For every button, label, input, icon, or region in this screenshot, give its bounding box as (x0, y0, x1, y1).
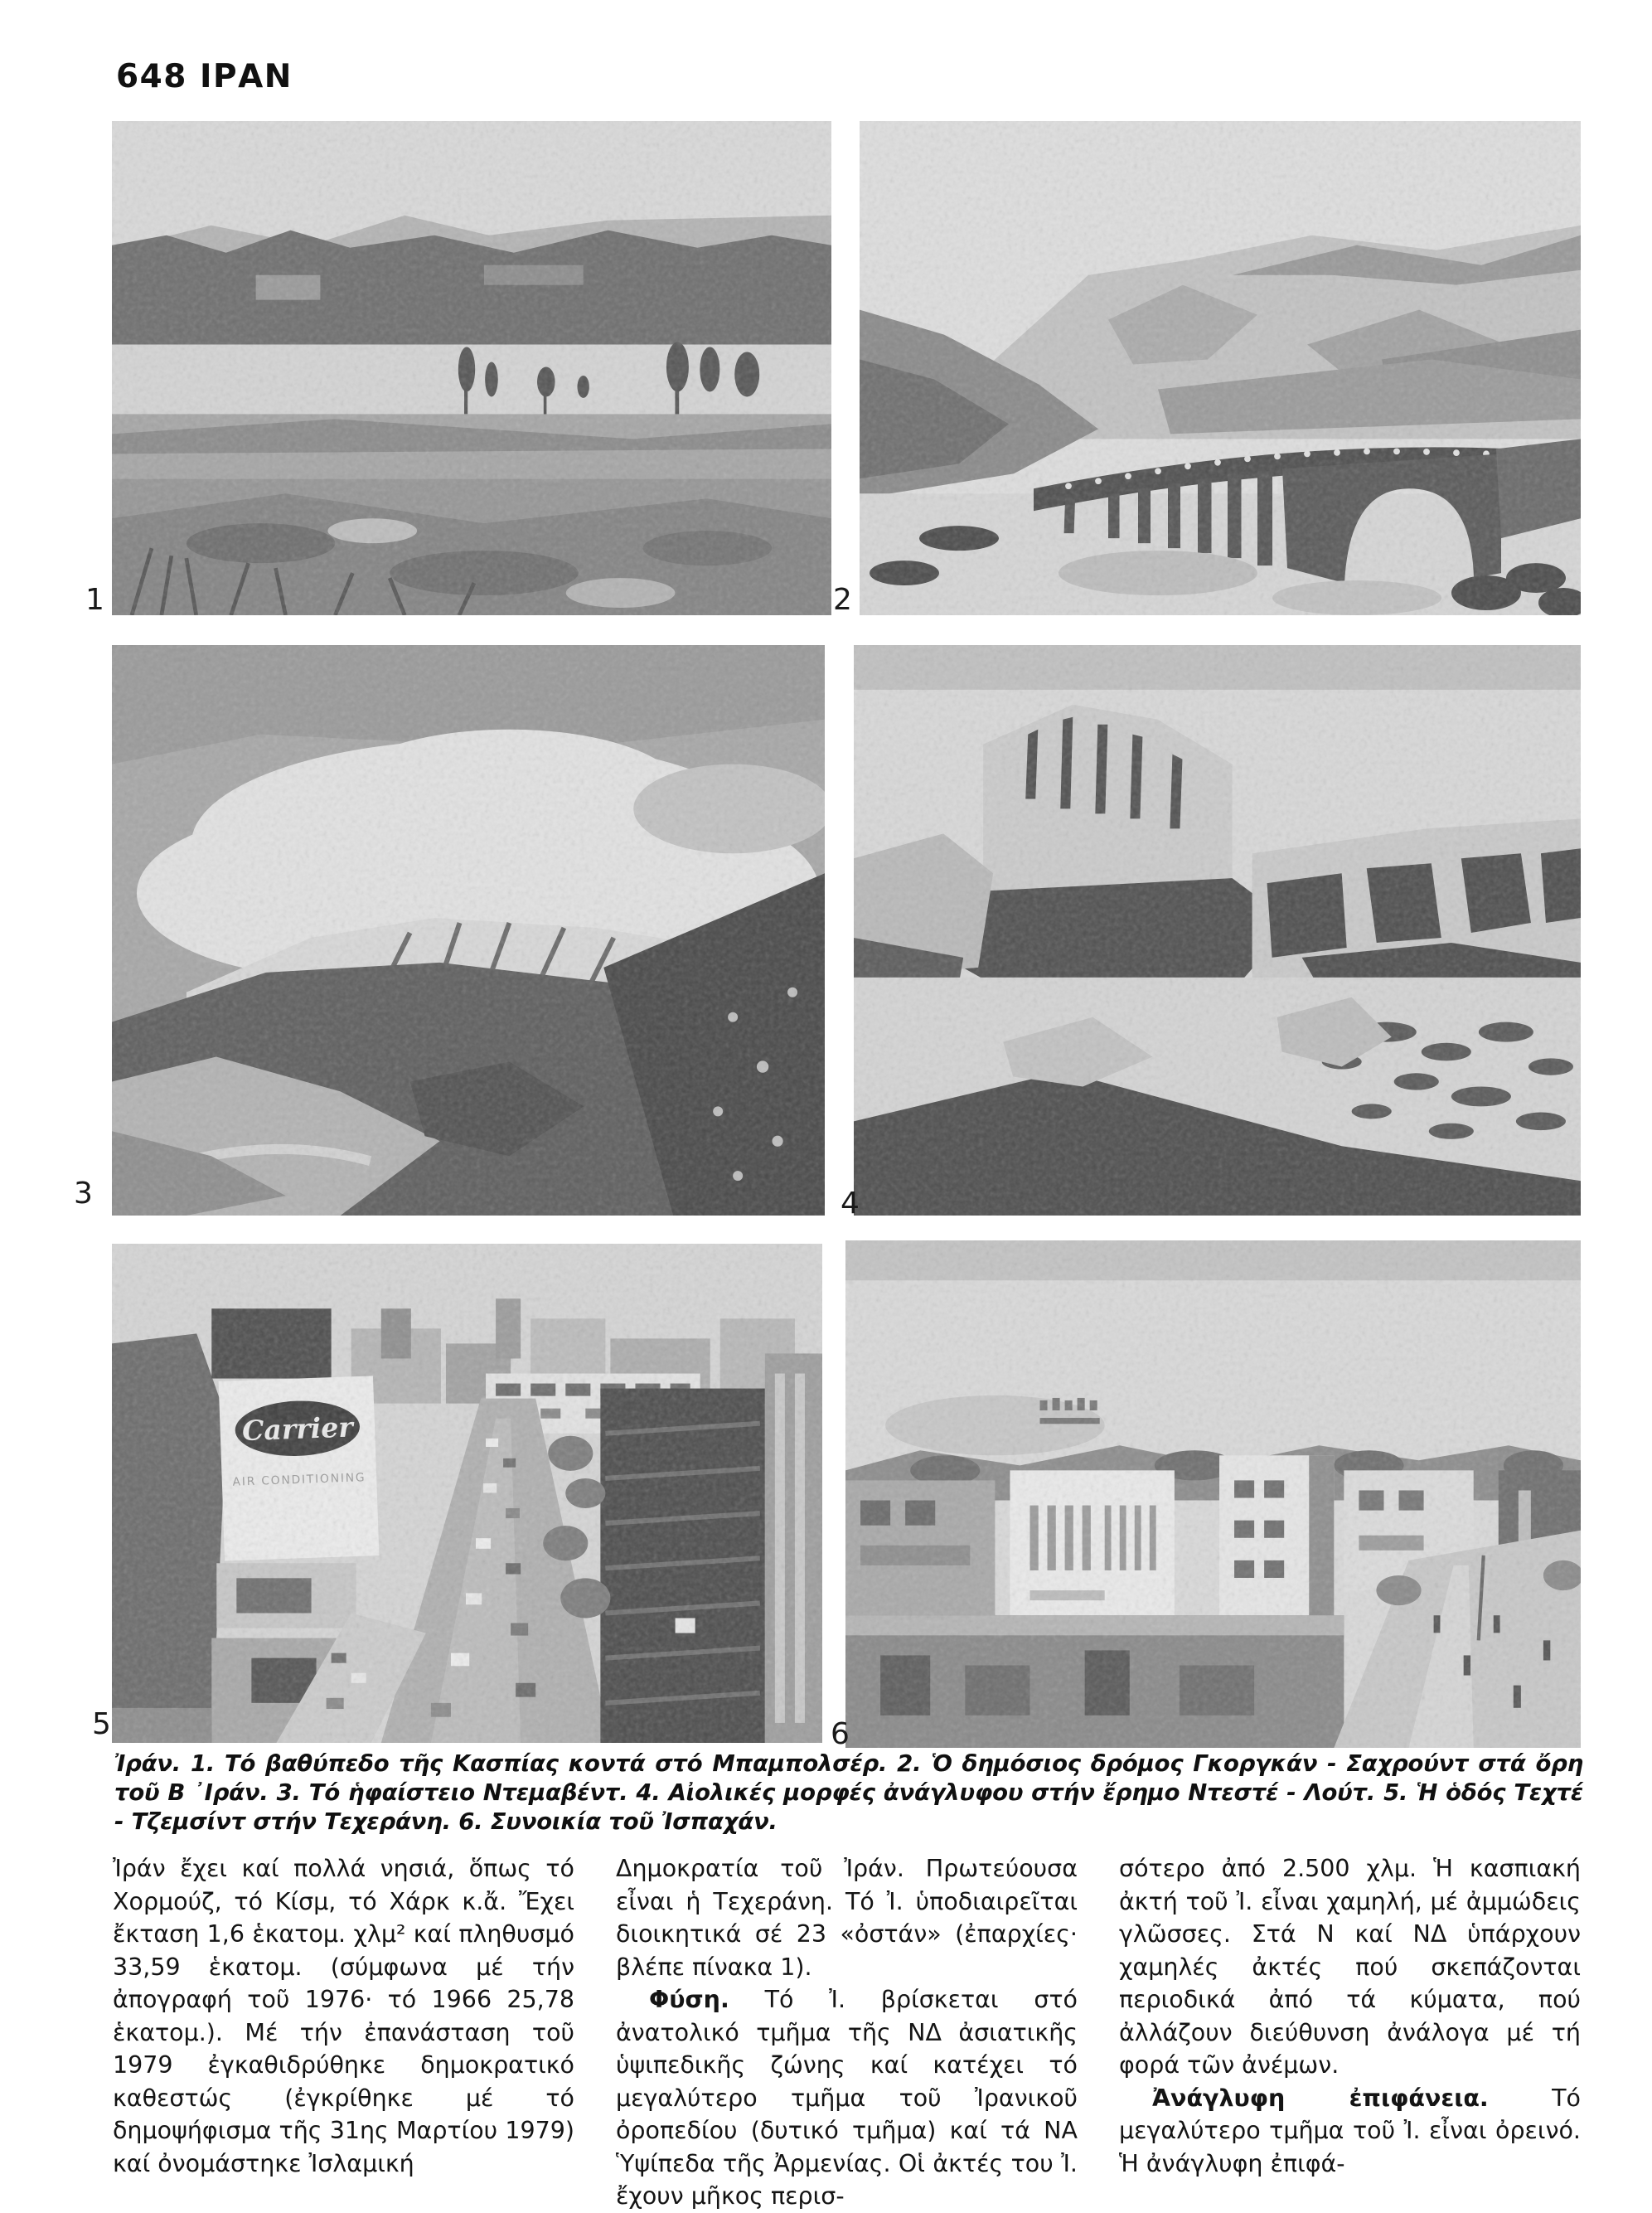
carrier-sub-text: AIR CONDITIONING (232, 1471, 366, 1489)
photo-mountain-road-bridge (833, 121, 1581, 617)
photo-damavand-volcano-image (112, 645, 825, 1216)
figure-number-4: 4 (841, 1187, 860, 1221)
photo-tehran-street (92, 1244, 822, 1743)
paragraph-relief (1119, 2082, 1581, 2181)
section-lead-relief: Ἀνάγλυφη ἐπιφάνεια. (1152, 2084, 1489, 2112)
film-grain (845, 1240, 1581, 1748)
paragraph: Δημοκρατία τοῦ Ἰράν. Πρωτεύουσα εἶναι ἡ Τεχεράνη. Τό Ἰ. ὑποδιαιρεῖται διοικητικά σέ 23 «ὀστάν» (ἐπαρχίες· βλέπε πίνακα 1). (616, 1855, 1078, 1981)
photo-caspian-lowland-image (112, 121, 831, 615)
carrier-logo-text: Carrier (241, 1410, 354, 1448)
photo-desert-rock-forms (841, 645, 1581, 1221)
photo-isfahan-district (831, 1240, 1581, 1751)
figure-number-5: 5 (92, 1707, 111, 1741)
figure-number-6: 6 (831, 1717, 850, 1751)
film-grain (860, 121, 1581, 615)
photo-desert-rock-forms-image (854, 645, 1581, 1216)
film-grain (112, 121, 831, 615)
photo-caspian-lowland (85, 121, 831, 617)
figure-caption (114, 1750, 1583, 1837)
caption-text: 1. Τό βαθύπεδο τῆς Κασπίας κοντά στό Μπαμπολσέρ. 2. Ὁ δημόσιος δρόμος Γκοργκάν - Σαχρούντ στά ὄρη τοῦ Β ᾿Ιράν. 3. Τό ἡφαίστειο Ντεμαβέντ. 4. Αἰολικές μορφές ἀνάγλυφου στήν ἔρημο Ντεστέ - Λούτ. 5. Ἡ ὁδός Τεχτέ - Τζεμσίντ στήν Τεχεράνη. 6. Συνοικία τοῦ Ἰσπαχάν. (114, 1750, 1584, 1835)
paragraph-text: Τό Ἰ. βρίσκεται στό ἀνατολικό τμῆμα τῆς ΝΔ ἀσιατικῆς ὑψιπεδικῆς ζώνης καί κατέχει τό μεγαλύτερο τμῆμα τοῦ Ἰρανικοῦ ὀροπεδίου (δυτικό τμῆμα) καί τά ΝΑ Ὑψίπεδα τῆς Ἀρμενίας. Οἱ ἀκτές του Ἰ. ἔχουν μῆκος περισ- (616, 1986, 1078, 2210)
text-column-1 (113, 1852, 574, 2213)
page-number-and-title: 648 ΙΡΑΝ (116, 58, 293, 95)
paragraph-text: Τό μεγαλύτερο τμῆμα τοῦ Ἰ. εἶναι ὀρεινό. Ἡ ἀνάγλυφη ἐπιφά- (1119, 2084, 1581, 2177)
paragraph: σότερο ἀπό 2.500 χλμ. Ἡ κασπιακή ἀκτή τοῦ Ἰ. εἶναι χαμηλή, μέ ἀμμώδεις γλῶσσες. Στά Ν καί ΝΔ ὑπάρχουν χαμηλές ἀκτές πού σκεπάζονται περιοδικά ἀπό τά κύματα, πού ἀλλάζουν διεύθυνση ἀνάλογα μέ τή φορά τῶν ἀνέμων. (1119, 1855, 1581, 2079)
film-grain (112, 1244, 822, 1743)
article-body (113, 1852, 1582, 2213)
film-grain (112, 645, 825, 1216)
paragraph: Ἰράν ἔχει καί πολλά νησιά, ὅπως τό Χορμούζ, τό Κίσμ, τό Χάρκ κ.ἄ. Ἔχει ἔκταση 1,6 ἑκατομ. χλμ² καί πληθυσμό 33,59 ἑκατομ. (σύμφωνα μέ τήν ἀπογραφή τοῦ 1976· τό 1966 25,78 ἑκατομ.). Μέ τήν ἐπανάσταση τοῦ 1979 ἐγκαθιδρύθηκε δημοκρατικό καθεστώς (ἐγκρίθηκε μέ τό δημοψήφισμα τῆς 31ης Μαρτίου 1979) καί ὀνομάστηκε Ἰσλαμική (113, 1855, 574, 2177)
figure-number-3: 3 (74, 1177, 93, 1211)
photo-isfahan-district-image (845, 1240, 1581, 1748)
section-lead-nature: Φύση. (649, 1986, 729, 2013)
paragraph-nature (616, 1983, 1078, 2213)
figure-number-1: 1 (85, 583, 104, 617)
photo-damavand-volcano (74, 645, 825, 1216)
film-grain (854, 645, 1581, 1216)
photo-tehran-street-image (112, 1244, 822, 1743)
text-column-3 (1119, 1852, 1581, 2213)
caption-lead: Ἰράν. (114, 1750, 182, 1777)
text-column-2 (616, 1852, 1078, 2213)
figure-number-2: 2 (833, 583, 852, 617)
photo-mountain-road-bridge-image (860, 121, 1581, 615)
